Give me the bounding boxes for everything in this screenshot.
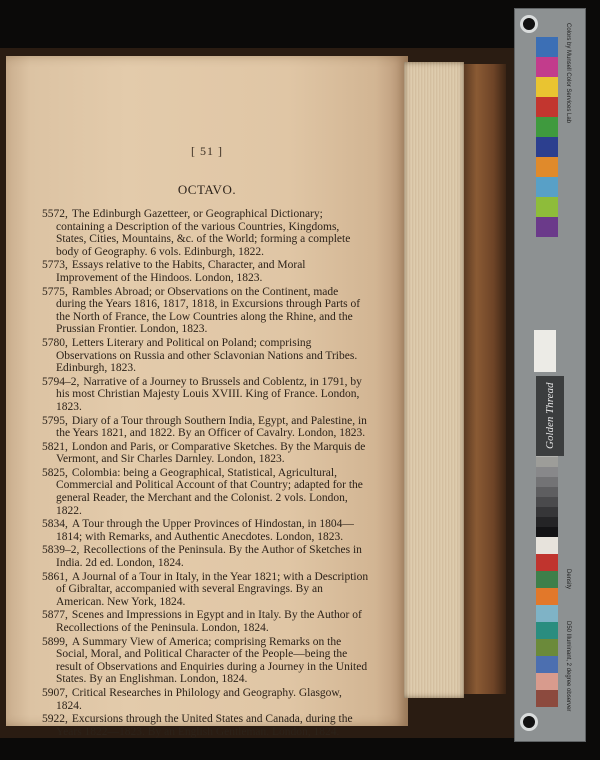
catalog-entry <box>42 376 370 414</box>
entry-number: 5794–2, <box>42 375 80 388</box>
color-swatch <box>536 497 558 507</box>
density-label: Density <box>565 569 571 590</box>
entry-text: Diary of a Tour through Southern India, Egypt, and Palestine, in the Years 1821, and 1822. By an Officer of Cavalry. London, 1823. <box>56 414 367 440</box>
color-swatch <box>536 554 558 571</box>
catalog-entry <box>42 636 370 686</box>
color-swatch <box>536 157 558 177</box>
entry-text: A Summary View of America; comprising Remarks on the Social, Moral, and Political Character of the People—being the result of Observations and Enquiries during a Journey in the United States. By an Englishman. London, 1824. <box>56 635 368 686</box>
catalog-entry <box>42 518 370 543</box>
color-swatch <box>536 639 558 656</box>
color-target <box>514 8 586 742</box>
ruler-mark <box>534 330 556 372</box>
entry-number: 5773, <box>42 259 68 272</box>
color-swatches <box>536 37 558 237</box>
entry-text: Narrative of a Journey to Brussels and Coblentz, in 1791, by his most Christian Majesty Louis XVIII. King of France. London, 1823. <box>56 375 362 413</box>
color-swatch <box>536 77 558 97</box>
registration-hole-icon <box>520 713 538 731</box>
entry-text: Scenes and Impressions in Egypt and in Italy. By the Author of Recollections of the Peninsula. London, 1824. <box>56 609 362 634</box>
entry-number: 5922, <box>42 713 68 726</box>
page-heading: OCTAVO. <box>177 182 237 197</box>
entry-text: Essays relative to the Habits, Character, and Moral Improvement of the Hindoos. London, 1823. <box>56 259 306 284</box>
color-swatch <box>536 656 558 673</box>
color-swatch <box>536 467 558 477</box>
entry-number: 5899, <box>42 635 68 648</box>
entry-number: 5825, <box>42 466 68 479</box>
catalog-entry <box>42 259 370 284</box>
color-swatch <box>536 487 558 497</box>
entry-number: 5795, <box>42 414 68 427</box>
color-swatch <box>536 197 558 217</box>
target-bottom-label: D50 Illuminant, 2 degree observer <box>565 621 571 712</box>
entry-text: Excursions through the United States and Canada, during the Years 1822—1823. By an English Gentleman. London, 1824. <box>56 713 353 738</box>
color-swatch <box>536 622 558 639</box>
book-spine <box>464 64 506 694</box>
color-swatch <box>536 137 558 157</box>
target-top-label: Colors by Munsell Color Services Lab <box>565 23 571 124</box>
color-swatch <box>536 571 558 588</box>
page-number: [ 51 ] <box>191 144 223 158</box>
catalog-entry <box>42 609 370 634</box>
brand-label: Golden Thread <box>536 376 564 456</box>
entry-number: 5877, <box>42 609 68 622</box>
page-edges <box>404 62 464 698</box>
catalog-entry <box>42 286 370 336</box>
color-swatch <box>536 37 558 57</box>
color-swatch <box>536 517 558 527</box>
entry-text: Colombia: being a Geographical, Statistical, Agricultural, Commercial and Political Account of that Country; adapted for the general Reader, the Merchant and the Colonist. 2 vols. London, 1822. <box>56 466 363 517</box>
entry-text: Rambles Abroad; or Observations on the Continent, made during the Years 1816, 1817, 1818, in Excursions through Parts of the North of France, the Low Countries along the Rhine, and the Prussian Frontier. London, 1823. <box>56 285 361 336</box>
color-swatch <box>536 690 558 707</box>
entry-text: A Journal of a Tour in Italy, in the Year 1821; with a Description of Gibraltar, accompanied with several Engravings. By an American. New York, 1824. <box>56 570 369 608</box>
catalog-entry <box>42 467 370 517</box>
catalog-entry <box>42 544 370 569</box>
catalog-entry <box>42 571 370 609</box>
entry-number: 5834, <box>42 518 68 531</box>
color-swatch <box>536 217 558 237</box>
catalog-entry <box>42 687 370 712</box>
entry-text: London and Paris, or Comparative Sketches. By the Marquis de Vermont, and Sir Charles Darnley. London, 1823. <box>56 440 366 466</box>
color-swatch <box>536 537 558 554</box>
entry-text: Critical Researches in Philology and Geography. Glasgow, 1824. <box>56 686 342 712</box>
color-swatch <box>536 507 558 517</box>
catalog-entry <box>42 337 370 375</box>
registration-hole-icon <box>520 15 538 33</box>
entry-text: Recollections of the Peninsula. By the Author of Sketches in India. 2d ed. London, 1824. <box>56 544 362 570</box>
catalog-entry <box>42 415 370 440</box>
book-page <box>6 56 408 738</box>
catalog-entry <box>42 441 370 466</box>
color-swatch <box>536 605 558 622</box>
catalog-entry <box>42 208 370 258</box>
lower-swatches <box>536 537 558 707</box>
color-swatch <box>536 177 558 197</box>
color-swatch <box>536 57 558 77</box>
color-swatch <box>536 457 558 467</box>
entry-text: The Edinburgh Gazetteer, or Geographical Dictionary; containing a Description of the various Countries, Kingdoms, States, Cities, Mountains, &c. of the World; forming a complete body of Geography. 6 vols. Edinburgh, 1822. <box>56 208 351 258</box>
entry-number: 5861, <box>42 570 68 583</box>
color-swatch <box>536 97 558 117</box>
entry-text: A Tour through the Upper Provinces of Hindostan, in 1804—1814; with Remarks, and Authentic Anecdotes. London, 1823. <box>56 518 354 543</box>
color-swatch <box>536 588 558 605</box>
entry-number: 5839–2, <box>42 544 80 557</box>
entry-number: 5775, <box>42 285 68 298</box>
color-swatch <box>536 673 558 690</box>
entry-number: 5780, <box>42 336 68 349</box>
entry-number: 5572, <box>42 208 68 220</box>
catalog-entries <box>42 208 370 739</box>
color-swatch <box>536 477 558 487</box>
color-swatch <box>536 527 558 537</box>
color-swatch <box>536 117 558 137</box>
entry-text: Letters Literary and Political on Poland; comprising Observations on Russia and other Sclavonian Nations and Tribes. Edinburgh, 1823. <box>56 336 358 375</box>
catalog-entry <box>42 713 370 738</box>
entry-number: 5907, <box>42 686 68 699</box>
entry-number: 5821, <box>42 440 68 453</box>
